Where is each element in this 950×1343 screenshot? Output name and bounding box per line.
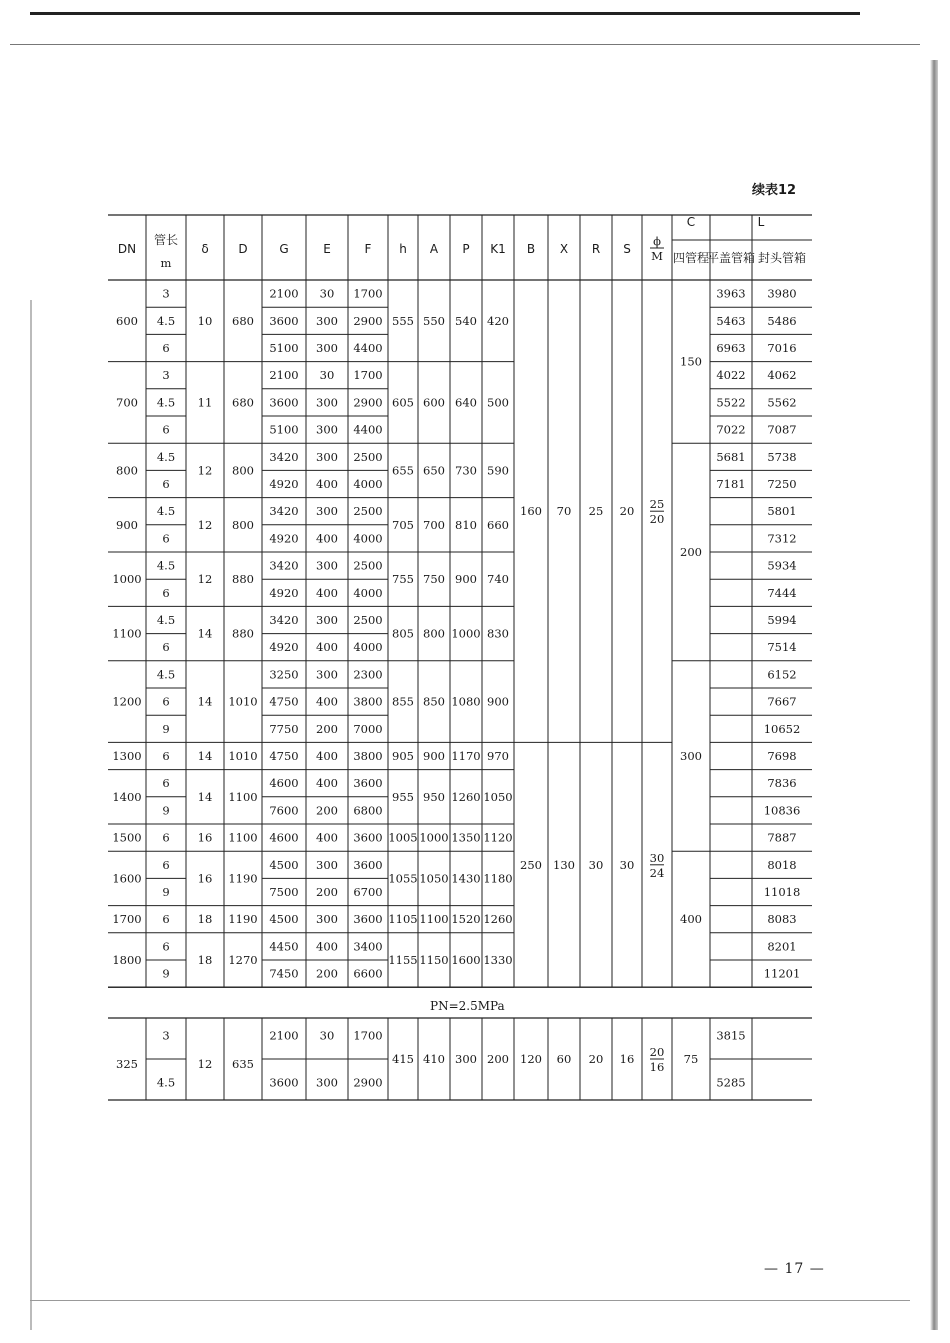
h-1600: 1055	[388, 871, 418, 886]
header-g: G	[279, 242, 289, 256]
d-1200: 1010	[228, 694, 258, 709]
pn-h: 415	[392, 1052, 414, 1066]
k1-1400: 1050	[483, 789, 513, 804]
header-h: h	[399, 242, 407, 256]
header-four-pass: 四管程	[672, 251, 710, 265]
l-head-21: 8018	[767, 857, 797, 872]
header-phi-m-numerator: ϕ	[653, 234, 661, 248]
f-700-2: 4400	[353, 422, 383, 437]
f-700-0: 1700	[353, 368, 383, 383]
g-1200-1: 4750	[269, 694, 299, 709]
k1-1000: 740	[487, 572, 509, 587]
page-number: — 17 —	[764, 1261, 825, 1277]
g-1100-1: 4920	[269, 640, 299, 655]
l-head-12: 5994	[767, 613, 797, 627]
dn-1300: 1300	[112, 749, 142, 763]
phi-m-group-1-denominator: 24	[649, 865, 665, 880]
pipe-length-600-0: 3	[162, 286, 170, 301]
header-f: F	[364, 242, 372, 256]
pipe-length-1200-2: 9	[162, 721, 170, 736]
pipe-length-1800-1: 9	[162, 966, 170, 981]
f-1800-0: 3400	[353, 939, 383, 954]
h-1400: 955	[392, 789, 414, 804]
k1-1800: 1330	[483, 953, 513, 967]
e-700-1: 300	[316, 395, 338, 410]
l-flat-7: 7181	[716, 477, 746, 491]
a-1400: 950	[423, 789, 445, 804]
g-1200-2: 7750	[269, 721, 299, 736]
a-1300: 900	[423, 749, 445, 763]
delta-1500: 16	[197, 830, 213, 845]
e-1000-1: 400	[316, 585, 338, 600]
pipe-length-1000-0: 4.5	[156, 558, 176, 573]
e-1400-1: 200	[316, 803, 338, 818]
g-1600-1: 7500	[269, 885, 299, 899]
r-group-0: 25	[588, 504, 604, 519]
f-1200-1: 3800	[353, 694, 383, 709]
pn-e-0: 30	[319, 1028, 335, 1043]
header-a: A	[429, 242, 439, 256]
l-head-10: 5934	[767, 558, 797, 573]
h-1200: 855	[392, 694, 414, 709]
g-1200-0: 3250	[269, 667, 299, 682]
header-s: S	[623, 242, 631, 256]
header-e: E	[323, 242, 331, 256]
k1-800: 590	[487, 463, 509, 478]
pipe-length-800-0: 4.5	[156, 449, 176, 464]
k1-1500: 1120	[483, 830, 513, 845]
l-head-13: 7514	[767, 640, 797, 655]
delta-700: 11	[197, 395, 213, 410]
g-1000-0: 3420	[269, 558, 299, 573]
g-1500-0: 4600	[269, 830, 299, 845]
g-1300-0: 4750	[269, 749, 299, 763]
a-700: 600	[423, 395, 445, 410]
pipe-length-700-0: 3	[162, 368, 170, 383]
header-pipe-length-unit: m	[160, 256, 172, 270]
pn-a: 410	[423, 1052, 445, 1066]
g-600-0: 2100	[269, 286, 299, 301]
l-flat-6: 5681	[716, 449, 746, 464]
pn-l-flat-1: 5285	[716, 1075, 746, 1090]
h-900: 705	[392, 517, 414, 532]
f-1600-1: 6700	[353, 885, 383, 899]
a-1100: 800	[423, 626, 445, 641]
s-group-1: 30	[619, 857, 635, 872]
dn-700: 700	[116, 395, 138, 410]
dn-600: 600	[116, 313, 138, 328]
e-600-1: 300	[316, 313, 338, 328]
e-1100-1: 400	[316, 640, 338, 655]
e-1200-0: 300	[316, 667, 338, 682]
pn-c: 75	[683, 1052, 699, 1066]
l-head-23: 8083	[767, 912, 797, 927]
l-head-2: 7016	[767, 341, 797, 355]
pipe-length-1300-0: 6	[162, 749, 170, 763]
pn-r: 20	[588, 1052, 604, 1066]
l-head-9: 7312	[767, 531, 797, 546]
c-group-3: 400	[680, 912, 702, 927]
a-1200: 850	[423, 694, 445, 709]
dn-1400: 1400	[112, 789, 142, 804]
header-x: X	[559, 242, 569, 256]
p-1700: 1520	[451, 912, 481, 927]
d-700: 680	[232, 395, 254, 410]
pn-pipe-length-1: 4.5	[156, 1075, 176, 1090]
a-900: 700	[423, 517, 445, 532]
e-700-2: 300	[316, 422, 338, 437]
g-1400-1: 7600	[269, 803, 299, 818]
p-800: 730	[455, 463, 477, 478]
e-1500-0: 400	[316, 830, 338, 845]
l-head-0: 3980	[767, 286, 797, 301]
dn-1500: 1500	[112, 830, 142, 845]
pipe-length-1600-1: 9	[162, 885, 170, 899]
g-900-1: 4920	[269, 531, 299, 546]
e-900-0: 300	[316, 504, 338, 519]
h-1700: 1105	[388, 912, 418, 927]
f-1200-2: 7000	[353, 721, 383, 736]
d-1500: 1100	[228, 830, 258, 845]
phi-m-group-1-numerator: 30	[649, 850, 665, 865]
g-1800-0: 4450	[269, 939, 299, 954]
g-1600-0: 4500	[269, 857, 299, 872]
l-head-20: 7887	[767, 830, 797, 845]
k1-1300: 970	[487, 749, 509, 763]
h-1100: 805	[392, 626, 414, 641]
pipe-length-600-1: 4.5	[156, 313, 176, 328]
e-700-0: 30	[319, 368, 335, 383]
f-1100-1: 4000	[353, 640, 383, 655]
l-head-16: 10652	[763, 721, 801, 736]
header-l: L	[757, 215, 765, 229]
dn-900: 900	[116, 517, 138, 532]
e-1800-1: 200	[316, 966, 338, 981]
header-b: B	[526, 242, 536, 256]
pn-f-0: 1700	[353, 1028, 383, 1043]
g-700-1: 3600	[269, 395, 299, 410]
pn-delta: 12	[197, 1057, 213, 1071]
l-head-24: 8201	[767, 939, 797, 954]
g-1800-1: 7450	[269, 966, 299, 981]
h-600: 555	[392, 313, 414, 328]
f-1700-0: 3600	[353, 912, 383, 927]
pipe-length-900-1: 6	[162, 531, 170, 546]
p-1600: 1430	[451, 871, 481, 886]
pn-f-1: 2900	[353, 1075, 383, 1090]
delta-1100: 14	[197, 626, 213, 641]
l-head-7: 7250	[767, 477, 797, 491]
f-1500-0: 3600	[353, 830, 383, 845]
table-caption: 续表12	[752, 183, 797, 198]
e-600-2: 300	[316, 341, 338, 355]
delta-1700: 18	[197, 912, 213, 927]
k1-1700: 1260	[483, 912, 513, 927]
a-1600: 1050	[419, 871, 449, 886]
p-1800: 1600	[451, 953, 481, 967]
pipe-length-1400-0: 6	[162, 776, 170, 791]
l-head-25: 11201	[763, 966, 801, 981]
l-head-11: 7444	[767, 585, 797, 600]
p-1200: 1080	[451, 694, 481, 709]
header-flat-cover: 平盖管箱	[706, 251, 756, 265]
h-1000: 755	[392, 572, 414, 587]
f-1400-1: 6800	[353, 803, 383, 818]
p-1400: 1260	[451, 789, 481, 804]
f-600-0: 1700	[353, 286, 383, 301]
f-800-0: 2500	[353, 449, 383, 464]
delta-1300: 14	[197, 749, 213, 763]
a-1700: 1100	[419, 912, 449, 927]
f-600-2: 4400	[353, 341, 383, 355]
b-group-0: 160	[520, 504, 542, 519]
g-600-2: 5100	[269, 341, 299, 355]
e-800-1: 400	[316, 477, 338, 491]
p-700: 640	[455, 395, 477, 410]
delta-1600: 16	[197, 871, 213, 886]
g-700-2: 5100	[269, 422, 299, 437]
h-1800: 1155	[388, 953, 418, 967]
delta-800: 12	[197, 463, 213, 478]
e-1800-0: 400	[316, 939, 338, 954]
phi-m-group-0-numerator: 25	[649, 497, 665, 512]
l-head-18: 7836	[767, 776, 797, 791]
f-1100-0: 2500	[353, 613, 383, 627]
a-1000: 750	[423, 572, 445, 587]
delta-1200: 14	[197, 694, 213, 709]
x-group-0: 70	[556, 504, 572, 519]
f-800-1: 4000	[353, 477, 383, 491]
l-head-4: 5562	[767, 395, 797, 410]
d-1700: 1190	[228, 912, 258, 927]
pipe-length-1100-0: 4.5	[156, 613, 176, 627]
e-1600-0: 300	[316, 857, 338, 872]
e-1600-1: 200	[316, 885, 338, 899]
header-pipe-length: 管长	[153, 233, 179, 247]
pn-dn: 325	[116, 1057, 138, 1071]
pipe-length-700-2: 6	[162, 422, 170, 437]
pipe-length-800-1: 6	[162, 477, 170, 491]
g-1700-0: 4500	[269, 912, 299, 927]
k1-600: 420	[487, 313, 509, 328]
pn-section-label: PN=2.5MPa	[430, 999, 505, 1013]
l-head-1: 5486	[767, 313, 797, 328]
l-head-5: 7087	[767, 422, 797, 437]
e-1000-0: 300	[316, 558, 338, 573]
g-700-0: 2100	[269, 368, 299, 383]
l-flat-1: 5463	[716, 313, 746, 328]
delta-900: 12	[197, 517, 213, 532]
d-1100: 880	[232, 626, 254, 641]
pipe-length-1200-1: 6	[162, 694, 170, 709]
h-700: 605	[392, 395, 414, 410]
p-900: 810	[455, 517, 477, 532]
l-head-17: 7698	[767, 749, 797, 763]
c-group-2: 300	[680, 749, 702, 763]
c-group-1: 200	[680, 545, 702, 559]
e-1200-2: 200	[316, 721, 338, 736]
l-flat-5: 7022	[716, 422, 746, 437]
header-phi-m-denominator: M	[651, 249, 663, 263]
p-1500: 1350	[451, 830, 481, 845]
pn-b: 120	[520, 1052, 542, 1066]
l-flat-4: 5522	[716, 395, 746, 410]
l-head-3: 4062	[767, 368, 797, 383]
f-1300-0: 3800	[353, 749, 383, 763]
r-group-1: 30	[588, 857, 604, 872]
delta-1400: 14	[197, 789, 213, 804]
pn-g-1: 3600	[269, 1075, 299, 1090]
header-r: R	[591, 242, 601, 256]
s-group-0: 20	[619, 504, 635, 519]
e-1400-0: 400	[316, 776, 338, 791]
l-head-15: 7667	[767, 694, 797, 709]
pn-phi-m-numerator: 20	[649, 1045, 665, 1059]
header-c: C	[686, 215, 696, 229]
l-flat-3: 4022	[716, 368, 746, 383]
f-1000-0: 2500	[353, 558, 383, 573]
header-delta: δ	[201, 242, 209, 256]
l-head-19: 10836	[763, 803, 801, 818]
delta-1000: 12	[197, 572, 213, 587]
f-1800-1: 6600	[353, 966, 383, 981]
pipe-length-1100-1: 6	[162, 640, 170, 655]
d-1000: 880	[232, 572, 254, 587]
header-p: P	[462, 242, 470, 256]
pipe-length-1500-0: 6	[162, 830, 170, 845]
a-1500: 1000	[419, 830, 449, 845]
header-k1: K1	[490, 242, 506, 256]
dn-1000: 1000	[112, 572, 142, 587]
p-1100: 1000	[451, 626, 481, 641]
pipe-length-1000-1: 6	[162, 585, 170, 600]
dn-800: 800	[116, 463, 138, 478]
l-flat-0: 3963	[716, 286, 746, 301]
pipe-length-700-1: 4.5	[156, 395, 176, 410]
e-1300-0: 400	[316, 749, 338, 763]
e-1200-1: 400	[316, 694, 338, 709]
dn-1100: 1100	[112, 626, 142, 641]
pn-e-1: 300	[316, 1075, 338, 1090]
d-1600: 1190	[228, 871, 258, 886]
k1-1100: 830	[487, 626, 509, 641]
a-600: 550	[423, 313, 445, 328]
header-dn: DN	[117, 242, 137, 256]
e-900-1: 400	[316, 531, 338, 546]
pn-pipe-length-0: 3	[162, 1028, 170, 1043]
pn-s: 16	[619, 1052, 635, 1066]
k1-900: 660	[487, 517, 509, 532]
f-600-1: 2900	[353, 313, 383, 328]
l-head-22: 11018	[763, 885, 801, 899]
d-800: 800	[232, 463, 254, 478]
f-1000-1: 4000	[353, 585, 383, 600]
e-1100-0: 300	[316, 613, 338, 627]
p-1000: 900	[455, 572, 477, 587]
pipe-length-1700-0: 6	[162, 912, 170, 927]
f-700-1: 2900	[353, 395, 383, 410]
g-1100-0: 3420	[269, 613, 299, 627]
a-1800: 1150	[419, 953, 449, 967]
f-900-0: 2500	[353, 504, 383, 519]
d-1400: 1100	[228, 789, 258, 804]
dn-1200: 1200	[112, 694, 142, 709]
h-1300: 905	[392, 749, 414, 763]
d-900: 800	[232, 517, 254, 532]
delta-1800: 18	[197, 953, 213, 967]
d-600: 680	[232, 313, 254, 328]
e-600-0: 30	[319, 286, 335, 301]
g-800-0: 3420	[269, 449, 299, 464]
f-1400-0: 3600	[353, 776, 383, 791]
g-1000-1: 4920	[269, 585, 299, 600]
delta-600: 10	[197, 313, 213, 328]
l-flat-2: 6963	[716, 341, 746, 355]
pipe-length-600-2: 6	[162, 341, 170, 355]
pn-phi-m-denominator: 16	[649, 1060, 665, 1074]
l-head-8: 5801	[767, 504, 797, 519]
f-1600-0: 3600	[353, 857, 383, 872]
g-900-0: 3420	[269, 504, 299, 519]
d-1300: 1010	[228, 749, 258, 763]
k1-700: 500	[487, 395, 509, 410]
pn-p: 300	[455, 1052, 477, 1066]
e-800-0: 300	[316, 449, 338, 464]
pn-k1: 200	[487, 1052, 509, 1066]
dn-1600: 1600	[112, 871, 142, 886]
pipe-length-1200-0: 4.5	[156, 667, 176, 682]
pn-g-0: 2100	[269, 1028, 299, 1043]
pipe-length-1800-0: 6	[162, 939, 170, 954]
pipe-length-1600-0: 6	[162, 857, 170, 872]
header-d: D	[238, 242, 248, 256]
x-group-1: 130	[553, 857, 575, 872]
pipe-length-900-0: 4.5	[156, 504, 176, 519]
phi-m-group-0-denominator: 20	[649, 512, 665, 527]
pipe-length-1400-1: 9	[162, 803, 170, 818]
f-1200-0: 2300	[353, 667, 383, 682]
g-600-1: 3600	[269, 313, 299, 328]
h-1500: 1005	[388, 830, 418, 845]
pn-x: 60	[556, 1052, 572, 1066]
g-1400-0: 4600	[269, 776, 299, 791]
e-1700-0: 300	[316, 912, 338, 927]
p-1300: 1170	[451, 749, 481, 763]
b-group-1: 250	[520, 857, 542, 872]
c-group-0: 150	[680, 354, 702, 369]
p-600: 540	[455, 313, 477, 328]
l-head-6: 5738	[767, 449, 797, 464]
pn-d: 635	[232, 1057, 254, 1071]
l-head-14: 6152	[767, 667, 797, 682]
header-head-box: 封头管箱	[757, 251, 807, 265]
h-800: 655	[392, 463, 414, 478]
d-1800: 1270	[228, 953, 258, 967]
a-800: 650	[423, 463, 445, 478]
g-800-1: 4920	[269, 477, 299, 491]
k1-1200: 900	[487, 694, 509, 709]
pn-l-flat-0: 3815	[716, 1028, 746, 1043]
f-900-1: 4000	[353, 531, 383, 546]
k1-1600: 1180	[483, 871, 513, 886]
dn-1700: 1700	[112, 912, 142, 927]
dn-1800: 1800	[112, 953, 142, 967]
